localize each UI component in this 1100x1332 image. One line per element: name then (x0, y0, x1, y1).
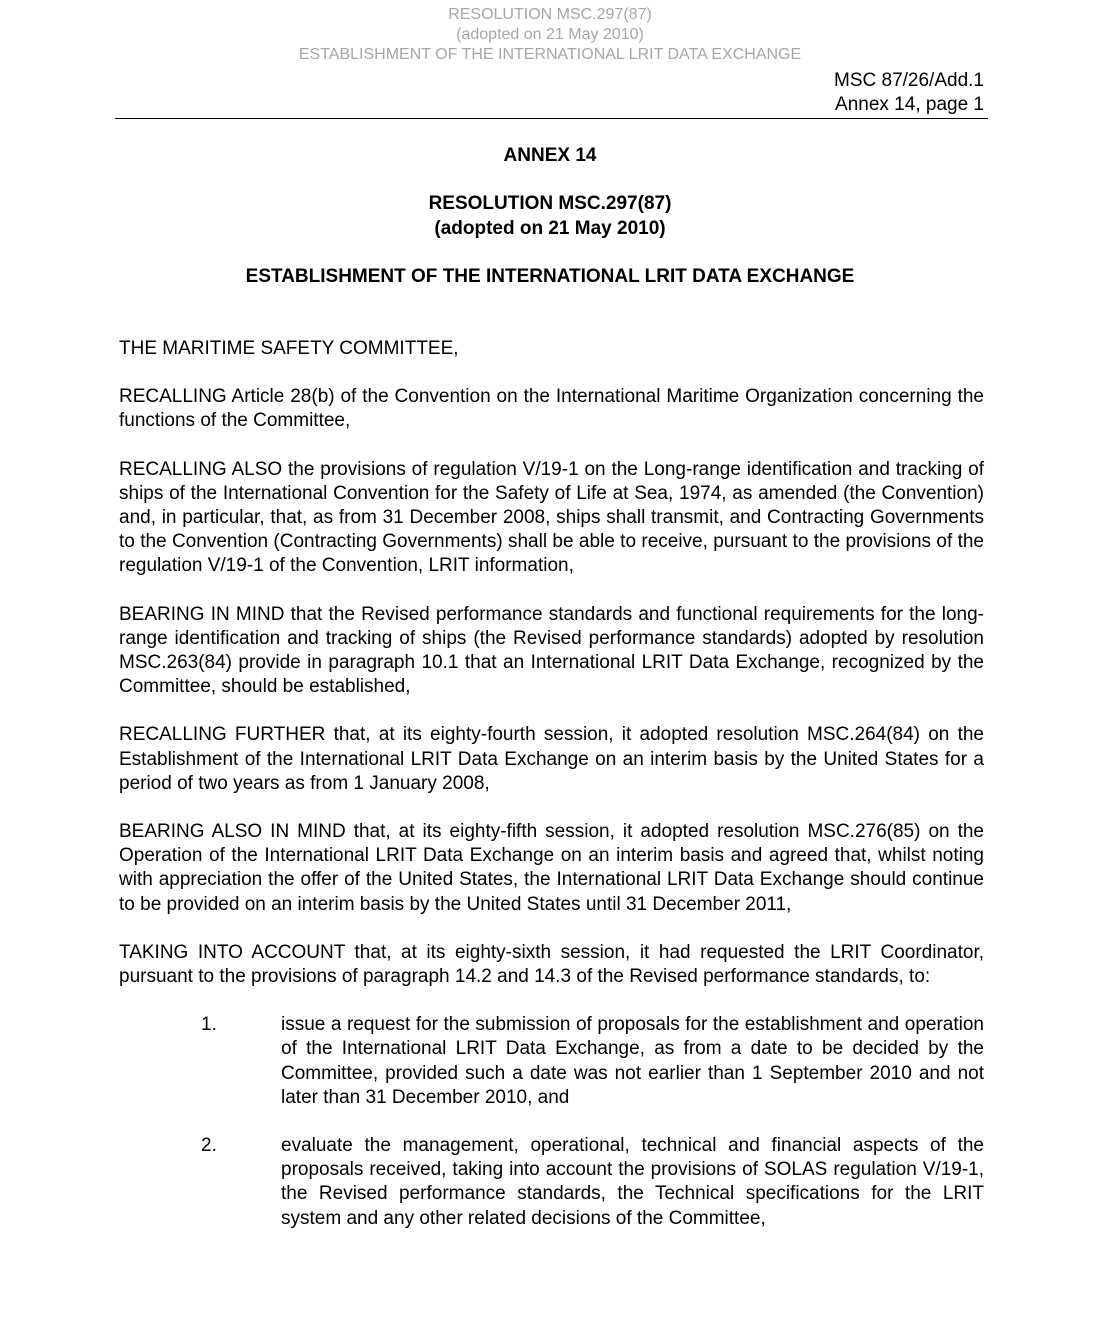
body-paragraph: RECALLING FURTHER that, at its eighty-fourth session, it adopted resolution MSC.264(84) on the Establishment of the International LRIT Data Exchange on an interim basis by the United States for a period of two years as from 1 January 2008, (119, 724, 984, 794)
list-item-number: 1. (201, 1014, 217, 1036)
list-item-text: evaluate the management, operational, technical and financial aspects of the proposals received, taking into account the provisions of SOLAS regulation V/19-1, the Revised performance standards, the Technical specifications for the LRIT system and any other related decisions of the Committee, (281, 1135, 984, 1229)
body-paragraph: RECALLING ALSO the provisions of regulation V/19-1 on the Long-range identification and tracking of ships of the International Convention for the Safety of Life at Sea, 1974, as amended (the Convention) and, in particular, that, as from 31 December 2008, ships shall transmit, and Contracting Governments to the Convention (Contracting Governments) shall be able to receive, pursuant to the provisions of the regulation V/19-1 of the Convention, LRIT information, (119, 458, 984, 577)
list-item (119, 1134, 984, 1231)
watermark-line-1: RESOLUTION MSC.297(87) (448, 6, 652, 23)
annex-title: ANNEX 14 (503, 145, 597, 166)
list-item (119, 1013, 984, 1110)
body-paragraph: RECALLING Article 28(b) of the Convention on the International Maritime Organization concerning the functions of the Committee, (119, 386, 984, 432)
page-reference: Annex 14, page 1 (835, 94, 984, 115)
document-reference: MSC 87/26/Add.1 (834, 70, 984, 91)
document-body (119, 337, 984, 1255)
watermark (0, 5, 1100, 65)
header-rule (115, 118, 988, 119)
resolution-subject: ESTABLISHMENT OF THE INTERNATIONAL LRIT DATA EXCHANGE (245, 266, 855, 287)
list-item-number: 2. (201, 1135, 217, 1157)
watermark-line-2: (adopted on 21 May 2010) (456, 26, 644, 43)
watermark-line-3: ESTABLISHMENT OF THE INTERNATIONAL LRIT DATA EXCHANGE (298, 46, 802, 63)
list-item-text: issue a request for the submission of proposals for the establishment and operation of the International LRIT Data Exchange, as from a date to be decided by the Committee, provided such a date was not earlier than 1 September 2010 and not later than 31 December 2010, and (281, 1014, 984, 1108)
adoption-date: (adopted on 21 May 2010) (434, 218, 666, 239)
body-paragraph: THE MARITIME SAFETY COMMITTEE, (119, 338, 459, 359)
body-paragraph: BEARING IN MIND that the Revised performance standards and functional requirements for the long-range identification and tracking of ships (the Revised performance standards) adopted by resolution MSC.263(84) provide in paragraph 10.1 that an International LRIT Data Exchange, recognized by the Committee, should be established, (119, 603, 984, 698)
body-paragraph: BEARING ALSO IN MIND that, at its eighty-fifth session, it adopted resolution MSC.276(85) on the Operation of the International LRIT Data Exchange on an interim basis and agreed that, whilst noting with appreciation the offer of the United States, the International LRIT Data Exchange should continue to be provided on an interim basis by the United States until 31 December 2011, (119, 821, 984, 915)
page-header-reference (834, 69, 984, 117)
body-paragraph: TAKING INTO ACCOUNT that, at its eighty-sixth session, it had requested the LRIT Coordinator, pursuant to the provisions of paragraph 14.2 and 14.3 of the Revised performance standards, to: (119, 941, 984, 988)
resolution-title: RESOLUTION MSC.297(87) (428, 193, 672, 214)
